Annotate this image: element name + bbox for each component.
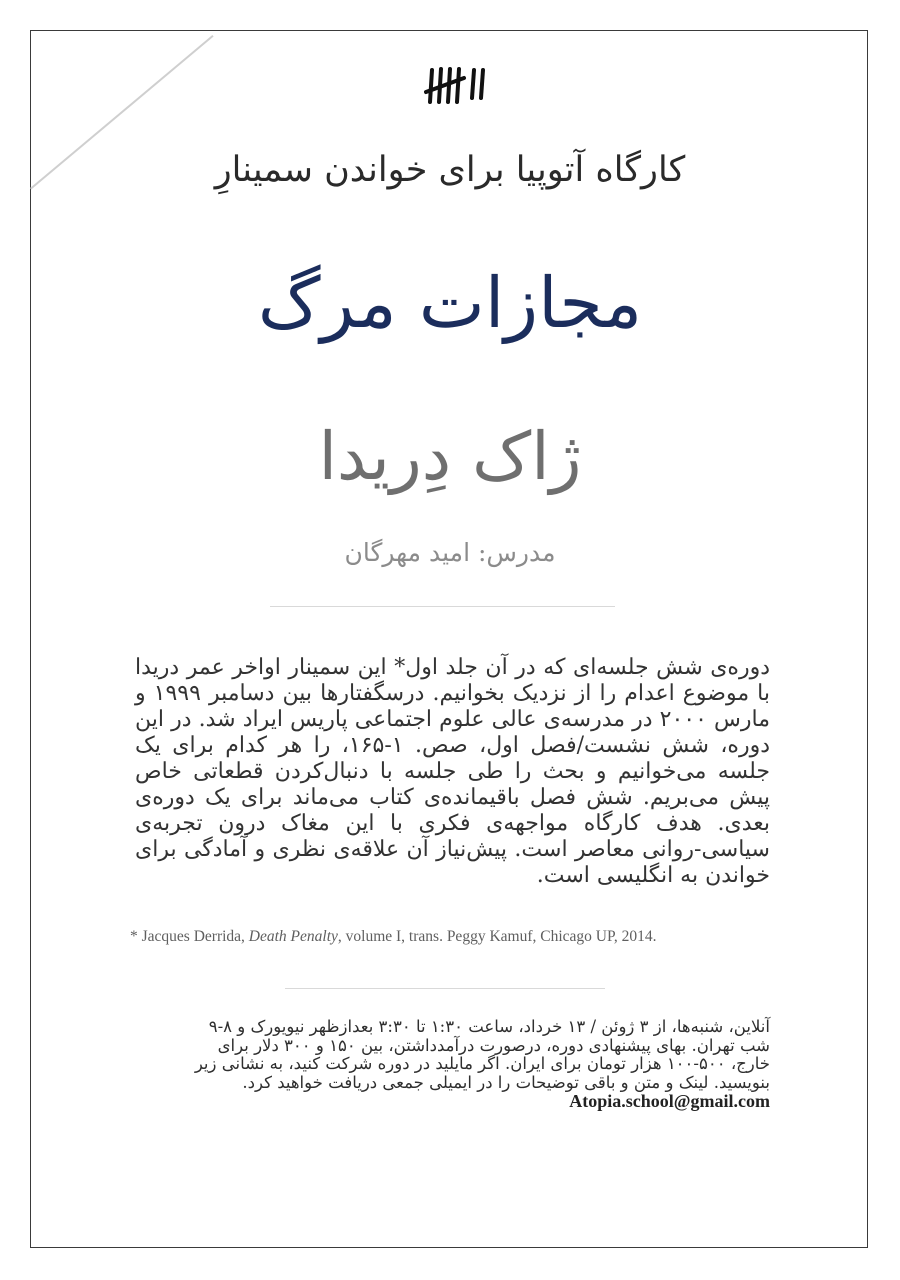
workshop-subtitle: کارگاه آتوپیا برای خواندن سمینارِ — [214, 150, 686, 190]
footnote-prefix: * Jacques Derrida, — [130, 928, 249, 945]
footnote-suffix: , volume I, trans. Peggy Kamuf, Chicago UP, 2014. — [337, 928, 657, 945]
bibliographic-footnote — [130, 928, 770, 946]
contact-email-link[interactable]: Atopia.school@gmail.com — [569, 1091, 770, 1111]
seminar-title: مجازات مرگ — [257, 262, 643, 344]
course-info — [180, 1018, 770, 1112]
divider-bottom — [285, 988, 605, 989]
course-description: دوره‌ی شش جلسه‌ای که در آن جلد اول* این سمینار اواخر عمر دریدا با موضوع اعدام را از نزدیک بخوانیم. درسگفتارها بین دسامبر ۱۹۹۹ و مارس ۲۰۰۰ در مدرسه‌ی عالی علوم اجتماعی پاریس ایراد شد. در این دوره، شش نشست/فصل اول، صص. ۱-۱۶۵، را هر کدام برای یک جلسه می‌خوانیم و بحث را طی جلسه با دنبال‌کردن قطعاتی خاص پیش می‌بریم. شش فصل باقیمانده‌ی کتاب می‌ماند برای یک دوره‌ی بعدی. هدف کارگاه مواجهه‌ی فکری با این مغاک درون تجربه‌ی سیاسی-روانی معاصر است. پیش‌نیاز آن علاقه‌ی نظری و آمادگی برای خواندن به انگلیسی است. — [135, 655, 770, 888]
divider-top — [270, 606, 615, 607]
tally-marks-logo-icon — [424, 64, 494, 108]
footnote-book-title: Death Penalty — [248, 928, 338, 945]
course-info-text: آنلاین، شنبه‌ها، از ۳ ژوئن / ۱۳ خرداد، ساعت ۱:۳۰ تا ۳:۳۰ بعدازظهر نیویورک و ۸-۹ شب تهران. بهای پیشنهادی دوره، درصورت درآمدداشتن، بین ۱۵۰ و ۳۰۰ دلار برای خارج، ۵۰۰-۱۰۰ هزار تومان برای ایران. اگر مایلید در دوره شرکت کنید، به نشانی زیر بنویسید. لینک و متن و باقی توضیحات را در ایمیلی جمعی دریافت خواهید کرد. — [194, 1017, 770, 1092]
instructor-name: مدرس: امید مهرگان — [344, 538, 556, 567]
author-name: ژاک دِریدا — [318, 418, 582, 495]
